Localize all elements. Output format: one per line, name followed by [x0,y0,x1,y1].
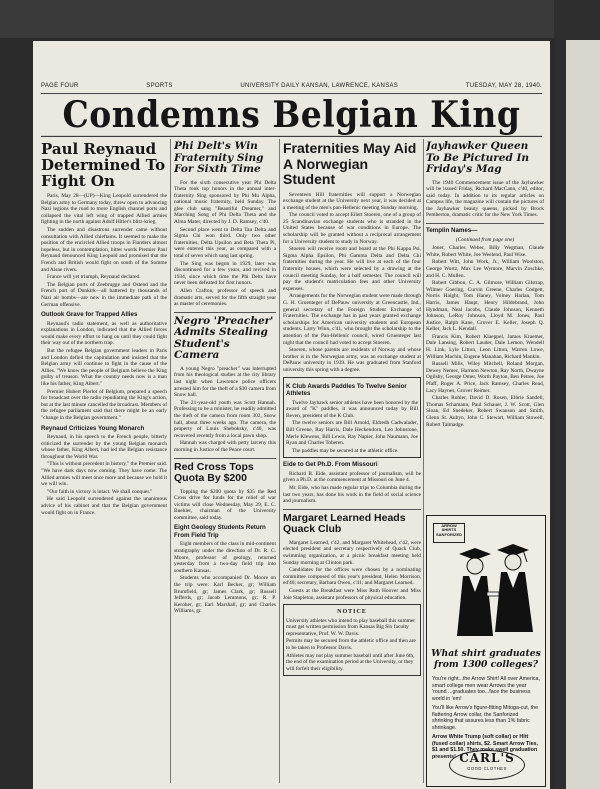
paragraph: Candidates for the offices were chosen by a nominating committee composed of this year's president, Helen Morrison, ed'40; secretary, Barbara Owen, c'41; and Margaret Learned. [283,567,421,587]
paragraph: Francis Kim, Robert Klaeppel, James Kraemer, Dale Lansing, Robert Lauder, Dale Lemon, Wendell H. Link, Lyle Litton, Leon Litton, Warren Lowe, William Machin, Eugene Manahan, Richard Mankin. [426,333,544,360]
separator [426,223,544,224]
paragraph: Robert Witt, John Work, Jr., William Woolston, George Wortz, Max Lee Wymore, Marvin Zoschke, and H. C. Mullen. [426,259,544,279]
paragraph: University athletes who intend to play baseball this summer must get written permission from Kansas Big Six faculty representative, Prof. W. W. Davis. [286,617,416,637]
paragraph: Allen Crafton, professor of speech and dramatic arts, served for the fifth straight year as master of ceremonies. [174,288,276,308]
ad-headline: What shirt graduates from 1300 colleges? [431,648,541,670]
banner-headline: Condemns Belgian King [41,94,542,137]
paragraph: France will yet triumph, Reynaud declared. [47,274,141,281]
paragraph: Stoeren, whose parents are residents of Norway and whose brother is in the Norwegian army, was an exchange student at DePauw university in 1939. He was graduated from Stanford university this spring with a degree. [283,347,421,373]
arrow-tag-product: SHIRTS [441,527,457,533]
paragraph: Twelve Jayhawk senior athletes have been honored by the award of "K" paddles, it was announced today by Bill Beven, president of the K Club. [286,399,418,419]
paragraph: Guests at the Breakfast were Miss Ruth Hoover and Miss Joie Stapleton, assistant professors of physical education. [283,587,421,601]
separator [174,458,276,459]
headline-red-cross: Red Cross Tops Quota By $200 [174,460,254,484]
k-club-box [283,377,421,459]
paragraph: The Sing was begun in 1929, later was discontinued for a few years, and revived in 1934, since which time the Phi Delts have never been defeated for first honors. [174,260,276,287]
notice-box [283,604,421,676]
graduates-illustration-icon [441,532,545,644]
headline-reynaud: Paul Reynaud Determined To Fight On [41,140,166,190]
paragraph: Arrow White Trump (soft collar) or Hitt (fused collar) shirts, $2. Smart Arrow Ties, $1 and $1.50. They make swell graduation presents! [432,734,538,760]
headline-phi-delt: Phi Delt's Win Fraternity Sing For Sixth Time [174,140,264,175]
separator [174,312,276,313]
paragraph: Charles Rohler, David D. Rosen, Elbrie Sandell, Thomas Schamann, Paul Schauer, J. W. Scott, Glen Sloan, Ed Snedeker, Robert Swanson and Smith, Glenn St. Aubyn, John C. Stewart, William Stowell, Robert Talmadge. [426,395,544,428]
column-campus-news [174,139,276,783]
paragraph: For the sixth consecutive year Phi Delta Theta took top honors in the annual inter-fraternity Sing sponsored by Phi Mu Alpha, national music fraternity, held Sunday. The glee club sang "Beautiful Dreamer," and Marching Song of Phi Delta Theta and the Alma Mater, directed by J. D. Ramsey, c'40. [174,179,276,226]
paragraph: The paddles may be secured at the athletic office. [292,447,399,454]
paragraph: Topping the $200 quota by $35 the Red Cross drive for funds for the relief of war victims will close Wednesday, May 29, E. C. Buehler, chairman of the University committee, said today. [174,488,276,521]
arrow-shirt-advertisement [426,515,546,787]
paragraph: "This is without precedent in history," the Premier said. "We have dark days now coming. They have come. The Allied armies will meet once more and because we hold it we will win. [41,461,167,488]
paragraph: The Belgian ports of Zeebrugge and Ostend and the French port of Dunkirk—all battered by thousands of Nazi air bombs—are now in the immediate path of the German offensive. [41,281,167,308]
paragraph: The 1940 Commencement issue of the Jayhawker will be issued Friday, Richard MacCann, c'40, editor, said today. In addition to its regular articles on Campus life, the magazine will contain the pictures of the Jayhawker beauty queens, picked by Brock Pemberton, dramatic critic for the New York Times. [426,179,544,219]
paragraph: Eight members of the class in mid-continent stratigraphy under the direction of Dr. R. C. Moore, professor of geology, returned yesterday from a two-day field trip into southern Kansas. [174,541,276,574]
subhead: Outlook Grave for Trapped Allies [41,311,138,319]
separator [283,509,421,510]
paragraph: Reynaud, in his speech to the French people, bitterly criticized the surrender by the young Belgian monarch whose father, King Albert, had led the Belgian resistance throughout the World War. [41,434,167,460]
folio-date: TUESDAY, MAY 28, 1940. [465,83,542,89]
column-jayhawker [426,139,544,511]
paragraph: Second place went to Delta Tau Delta and Sigma Chi won third. Only two other fraternities, Delta Upsilon and Beta Theta Pi, were entered this year, as compared with a total of seven which sang last spring. [174,226,276,260]
subhead-templin: Templin Names— [426,227,478,235]
paragraph: The sudden and disastrous surrender came without consultation with Allied chieftains. It seemed to make the position of the encircled Allied troops in Flanders almost hopeless, but in contemplation, bitter words Premier Paul Reynaud denounced King Leopold and promised that the French and British would fight on south of the Somme and Aisne rivers. [41,226,167,273]
paragraph: Hannah was charged with petty larceny this morning in Justice of the Peace court. [174,440,276,453]
headline-camera-theft: Negro 'Preacher' Admits Stealing Student's Camera [174,314,274,362]
headline-quack-club: Margaret Learned Heads Quack Club [283,511,406,536]
folio-page: PAGE FOUR [41,83,79,89]
paragraph: Mr. Eide, who has made regular trips to Columbia during the last two years, has done his work in the field of social science and journalism. [283,484,421,505]
headline-norwegian-student: Fraternities May Aid A Norwegian Student [283,140,417,187]
paragraph: Margaret Learned, c'42, and Margaret Whitehead, c'42, were elected president and secretary respectively of Quack Club, swimming organization, at a picnic breakfast meeting held Sunday morning at Clinton park. [283,539,421,566]
paragraph: A young Negro "preacher" was interrupted from his theological studies at the city library last night when Lawrence police officers arrested him for the theft of a $30 camera from Snow hall. [174,365,276,399]
paragraph: Robert Gibbon, C. A. Gilmore, William Gilstrap, Wilmer Goering, Curvin Greene, Charles Codgett, Norris Haight, Tom Haney, Volney Harlan, Tom Harris, James Haupt, Henry Hildebrand, John Hyndman, Neal Jacobs, Claude Johnson, Kenneth Johnson, LeRoy Johnson, Lloyd M. Jones, Paul Justice, Ralph Kane, Grover E. Keller, Joseph Q. Keller, Jack L. Kendall. [426,280,544,333]
paragraph: Athletes may not play summer baseball until after June 6th, the end of the examination period at the University, or they will forfeit their eligibility. [286,652,415,672]
scan-background-top [0,0,600,38]
subhead: Eight Geology Students Return From Field Trip [174,524,266,539]
paragraph: The 21-year-old youth was Scott Hannah. Professing to be a minister, he readily admitted the theft of the camera from room 302, Snow hall, about three weeks ago. The camera, the property of Louis Sheboksky, c'40, was recovered recently from a local pawn shop. [174,399,276,439]
column-rule [170,139,171,783]
paragraph: Reynaud's radio statement, as well as authoritative explanations in London, indicated that the Allied forces would make every effort to hang on until they could fight their way out of the northern trap. [41,320,167,347]
paragraph: You're right...the Arrow Shirt! All over America, smart college men wear Arrows the year 'round ...graduates too...face the business world in 'em! [432,676,540,702]
paragraph: But the refugee Belgian government leaders in Paris and London defied the capitulation and insisted that the Belgian army will continue to fight in the cause of the Allies. "We know the people of Belgium believe the King guilty of treason. What the country needs now is a man like his father, King Albert." [41,347,167,387]
paragraph: Paris, May 28—(UP)—King Leopold surrendered the Belgian army to Germany today, threw open to advancing Nazi legions the road to more English channel ports and collapsed the vital left wing of trapped Allied armies fighting in the north against Adolf Hitler's blitz-krieg. [41,193,167,226]
headline-k-club: K Club Awards Paddles To Twelve Senior Athletes [286,382,407,398]
paragraph: Richard B. Eide, assistant professor of journalism, will be given a Ph.D. at the commencement at Missouri on June 4. [283,470,421,484]
paragraph: Premier Hubert Pierlot of Belgium, prepared a speech for broadcast over the radio repudiating the King's action, but at the last minute cancelled the broadcast. Members of the refugee parliament said that there might be an early "change in the Belgian government." [41,388,167,421]
paragraph: Stoeren will receive room and board at the Phi Kappa Psi, Sigma Alpha Epsilon, Phi Gamma Delta and Delta Chi fraternities during the year. He will live at each of the four fraternity houses, which were selected by a drawing at the council meeting Sunday, for a half semester. The council will pay the student's matriculation fees and other University expenses. [283,246,421,292]
paragraph: The council voted to accept Eilert Stoeren, one of a group of 25 Scandinavian exchange students who is stranded in the United States because of war conditions in Europe. The scholarship will be granted without a reciprocal arrangement for a University student to study in Norway. [283,212,421,245]
column-rule [423,139,424,783]
paragraph: Arrangements for the Norwegian student were made through G. H. Gruenteger of DePauw university at Greencastle, Ind., general secretary of the Foreign Student Exchange of Fraternities. The exchange has in past years granted exchange scholarships for American university students and European students. Larry Winn, c'41, who brought the scholarship to the attention of the Pan-Hellenic council, wired Gruenteger last night that the council had voted to accept Stoeren. [283,293,421,346]
arrow-tag-brand: ARROW [441,523,457,528]
notice-title: NOTICE [337,609,367,616]
newspaper-page [33,41,550,789]
adjacent-page-edge [566,40,600,789]
paragraph: You'll like Arrow's figure-fitting Mitoga-cut, the flattering Arrow collar, the Sanforized shrinking that assures less than 1% fabric shrinkage. [432,705,539,731]
subhead: Reynaud Criticizes Young Monarch [41,424,145,432]
column-fraternities [283,139,421,783]
carls-logo [449,750,525,780]
paragraph: He said Leopold surrendered against the unanimous advice of his cabinet and that the Belgian government would fight on in France. [41,496,167,516]
arrow-tag-note: SANFORIZED [436,531,462,537]
subhead: Eide to Get Ph.D. From Missouri [283,461,378,469]
paragraph: Joner, Charles Weber, Billy Wegman, Claude White, Robert White, Joe Weelend, Paul Wise. [426,245,544,258]
carls-logo-tagline: GOOD CLOTHES [467,766,507,771]
paragraph: Students who accompanied Dr. Moore on the trip were: Karl Becker, gr; William Brumfield, gr; James Clark, gr; Russell Jefferds, gr; Jacob Lemmons, gr; R. P. Keroher, gr; Earl Marshall, gr; and Charles Williams, gr. [174,575,276,615]
column-belgian-king [41,139,167,783]
headline-jayhawker-queen: Jayhawker Queen To Be Pictured In Friday's Mag [426,140,529,175]
carls-logo-name: CARL'S [459,751,515,765]
paragraph: "Our faith in victory is intact. We shall conquer." [47,488,153,495]
paragraph: Seventeen Hill fraternities will support a Norwegian exchange student at the University next year, it was decided at a meeting of the men's pan-Hellenic meeting Sunday morning. [283,191,421,211]
column-rule [279,139,280,783]
continued-line: (Continued from page one) [455,236,515,243]
paragraph: The twelve seniors are Bill Arnold, Eldredh Cadwalader, Bill Greene, Ray Harris, Dale Heckendorn, Leo Johnstone, Merle Klewens, Bill Lewis, Ray Napier, John Naumann, Joe Ryan and Charles Toberen. [286,420,418,447]
paragraph: Permits may be secured from the athletic office and then are to be taken to Professor Davis. [286,638,416,652]
folio-paper: UNIVERSITY DAILY KANSAN, LAWRENCE, KANSAS [240,83,399,89]
paragraph: Russell Mills, Wiley Mitchell, Roland Morgan, Dewey Nemec, Harmon Newton, Ray North, Dwayne Ogilsby, George Omer, Worth Payton, Ben Petree, Joe Pfaff, Roger A. Price, Jack Ramsey, Charles Read, Lacy Haynes, Grover Reimer. [426,361,544,394]
folio-section: SPORTS [146,83,173,89]
